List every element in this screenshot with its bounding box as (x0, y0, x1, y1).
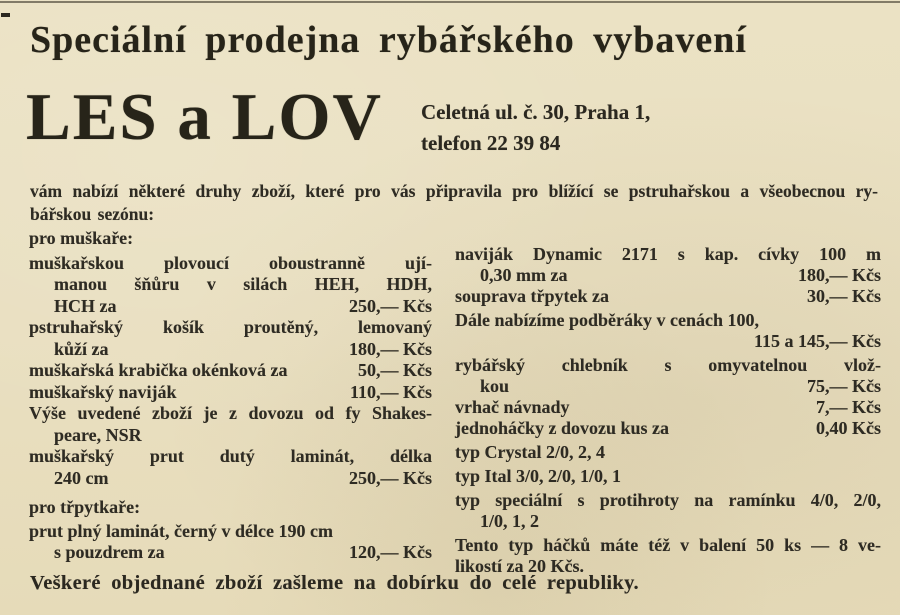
print-corner-mark (1, 13, 10, 17)
product-line: muškařský prut dutý laminát, délka (29, 446, 432, 466)
product-line (455, 286, 881, 307)
product-text: vrhač návnady (455, 397, 570, 417)
product-line (455, 331, 881, 352)
product-line (29, 468, 432, 490)
product-text: kou (480, 376, 510, 396)
product-text: HCH za (54, 295, 117, 316)
store-phone: telefon 22 39 84 (421, 131, 561, 155)
product-line: naviják Dynamic 2171 s kap. cívky 100 m (455, 244, 881, 264)
product-line: 1/0, 1, 2 (480, 511, 540, 531)
product-text: jednoháčky z dovozu kus za (455, 418, 670, 438)
intro-paragraph (30, 180, 878, 226)
product-price: 115 a 145,— Kčs (753, 331, 881, 351)
product-price: 180,— Kčs (349, 338, 432, 359)
product-line (29, 542, 432, 564)
product-line: manou šňůru v silách HEH, HDH, (54, 274, 432, 294)
store-address-block (421, 97, 650, 159)
product-line (29, 296, 432, 318)
store-tagline: Speciální prodejna rybářského vybavení (30, 19, 747, 61)
product-line (29, 382, 432, 404)
product-price: 250,— Kčs (349, 295, 432, 316)
product-text: 240 cm (54, 467, 109, 488)
product-line (455, 418, 881, 439)
product-line: likostí za 20 Kčs. (455, 556, 584, 576)
product-line (455, 265, 881, 286)
product-line (29, 339, 432, 361)
product-text: muškařská krabička okénková za (29, 360, 288, 380)
store-name: LES a LOV (26, 80, 383, 154)
section-heading-spinners: pro třpytkaře: (29, 497, 141, 517)
product-line: Dále nabízíme podběráky v cenách 100, (455, 310, 759, 330)
product-line: rybářský chlebník s omyvatelnou vlož- (455, 355, 881, 375)
store-address: Celetná ul. č. 30, Praha 1, (421, 100, 651, 124)
product-price: 110,— Kčs (349, 381, 432, 402)
product-price: 0,40 Kčs (816, 418, 881, 438)
product-price: 50,— Kčs (358, 360, 432, 380)
product-line (455, 397, 881, 418)
intro-line: vám nabízí některé druhy zboží, které pro vás připravila pro blížící se pstruhařskou a všeobecnou ry- (30, 181, 878, 201)
product-price: 75,— Kčs (807, 376, 881, 396)
product-text: s pouzdrem za (54, 542, 165, 562)
product-line: typ Crystal 2/0, 2, 4 (455, 442, 605, 462)
top-rule (0, 1, 900, 3)
product-column-right (455, 244, 881, 577)
product-text: souprava třpytek za (455, 286, 609, 306)
product-line: Tento typ háčků máte též v balení 50 ks — 8 ve- (455, 535, 881, 555)
product-text: 0,30 mm za (480, 265, 568, 285)
product-price: 250,— Kčs (349, 467, 432, 488)
product-line (455, 376, 881, 397)
intro-line: bářskou sezónu: (30, 204, 155, 224)
product-line: Výše uvedené zboží je z dovozu od fy Shakes- (29, 403, 432, 423)
product-line: typ Ital 3/0, 2/0, 1/0, 1 (455, 466, 622, 486)
section-heading-flyfishing: pro muškaře: (29, 228, 134, 248)
product-line: muškařskou plovoucí oboustranně ují- (29, 252, 432, 273)
product-line: pstruhařský košík proutěný, lemovaný (29, 317, 432, 337)
product-line: typ speciální s protihroty na ramínku 4/0, 2/0, (455, 490, 881, 510)
product-line: prut plný laminát, černý v délce 190 cm (29, 520, 333, 541)
product-price: 7,— Kčs (816, 397, 881, 417)
product-price: 180,— Kčs (798, 265, 881, 285)
product-price: 30,— Kčs (807, 286, 881, 306)
product-line: peare, NSR (54, 424, 142, 445)
product-text: muškařský naviják (29, 381, 177, 402)
product-price: 120,— Kčs (349, 542, 432, 562)
delivery-note: Veškeré objednané zboží zašleme na dobírku do celé republiky. (30, 572, 639, 594)
product-text: kůží za (54, 338, 109, 359)
product-column-left (29, 228, 432, 564)
product-line (29, 360, 432, 382)
